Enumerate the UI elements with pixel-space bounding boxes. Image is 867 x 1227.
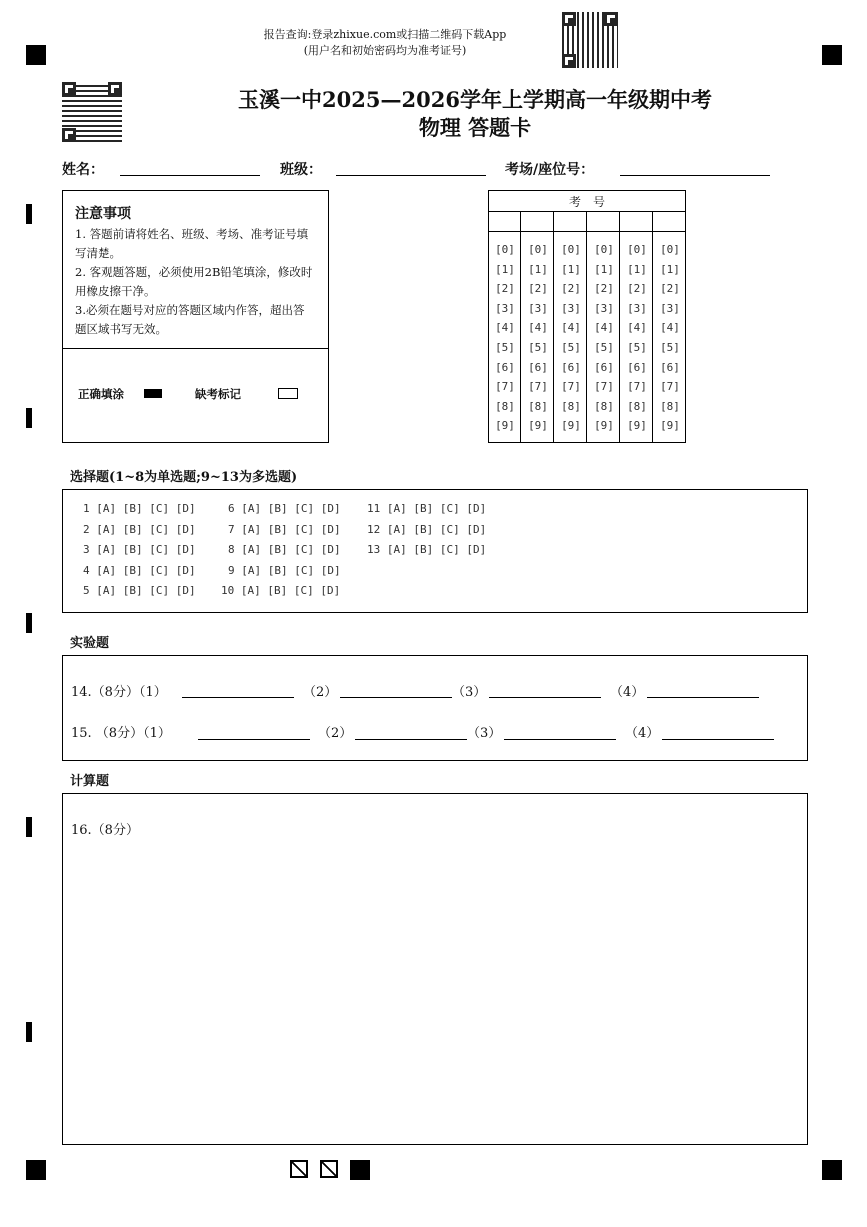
choice-row-2[interactable]: 2 [A] [B] [C] [D]: [83, 522, 196, 536]
exam-digit-bubble[interactable]: [2]: [561, 282, 581, 296]
qr-code-left: [62, 82, 122, 142]
q14-part-4-label: （4）: [610, 685, 645, 700]
corner-mark-top-left: [26, 45, 46, 65]
q14-blank-2[interactable]: [340, 697, 452, 698]
exam-digit-bubble[interactable]: [2]: [495, 282, 515, 296]
exam-digit-bubble[interactable]: [1]: [561, 262, 581, 276]
exam-digit-column-2: [522, 240, 554, 436]
q15-blank-3[interactable]: [504, 739, 616, 740]
exam-digit-bubble[interactable]: [7]: [594, 380, 614, 394]
notice-box: [62, 190, 329, 443]
q14-part-3-label: （3）: [452, 685, 487, 700]
q15-part-2-label: （2）: [318, 726, 353, 741]
choice-row-12[interactable]: 12 [A] [B] [C] [D]: [367, 522, 487, 536]
exam-digit-bubble[interactable]: [7]: [495, 380, 515, 394]
choice-row-10[interactable]: 10 [A] [B] [C] [D]: [221, 584, 341, 597]
choice-row-5[interactable]: 5 [A] [B] [C] [D]: [83, 584, 196, 597]
q14-blank-1[interactable]: [182, 697, 294, 698]
q15-part-4-label: （4）: [625, 726, 660, 741]
exam-digit-bubble[interactable]: [5]: [495, 340, 515, 354]
exam-digit-column-3: [555, 240, 587, 436]
exam-digit-bubble[interactable]: [0]: [495, 243, 515, 256]
name-label: 姓名：: [62, 162, 104, 178]
exam-digit-bubble[interactable]: [3]: [660, 301, 680, 315]
choice-row-6[interactable]: 6 [A] [B] [C] [D]: [228, 502, 341, 515]
exam-digit-column-6: [654, 240, 686, 436]
exam-digit-bubble[interactable]: [9]: [594, 419, 614, 433]
exam-digit-bubble[interactable]: [6]: [561, 360, 581, 374]
exam-digit-column-1: [489, 240, 521, 436]
exam-digit-bubble[interactable]: [9]: [561, 419, 581, 433]
exam-digit-bubble[interactable]: [1]: [627, 262, 647, 276]
q15-blank-4[interactable]: [662, 739, 774, 740]
credential-notice: (用户名和初始密码均为准考证号): [303, 44, 467, 57]
corner-mark-bottom-right: [822, 1160, 842, 1180]
experiment-section-title: 实验题: [70, 636, 110, 651]
timing-bar: [26, 204, 32, 224]
exam-digit-bubble[interactable]: [7]: [627, 380, 647, 394]
choice-row-7[interactable]: 7 [A] [B] [C] [D]: [228, 522, 341, 536]
choice-answer-box: [62, 489, 808, 613]
exam-number-grid: [488, 190, 686, 443]
exam-digit-bubble[interactable]: [6]: [660, 360, 680, 374]
exam-digit-bubble[interactable]: [4]: [594, 321, 614, 335]
exam-digit-bubble[interactable]: [6]: [495, 360, 515, 374]
choice-row-13[interactable]: 13 [A] [B] [C] [D]: [367, 543, 487, 556]
calc-answer-box[interactable]: [62, 793, 808, 1145]
correct-fill-sample: [144, 389, 162, 398]
q14-blank-3[interactable]: [489, 697, 601, 698]
exam-digit-bubble[interactable]: [4]: [528, 321, 548, 335]
exam-digit-bubble[interactable]: [1]: [660, 262, 680, 276]
timing-bar: [26, 613, 32, 633]
choice-row-11[interactable]: 11 [A] [B] [C] [D]: [367, 502, 487, 515]
notice-divider: [63, 348, 328, 349]
notice-item: 1. 答题前请将姓名、班级、考场、准考证号填写清楚。: [75, 227, 309, 260]
exam-digit-bubble[interactable]: [0]: [561, 243, 581, 256]
exam-digit-bubble[interactable]: [0]: [627, 243, 647, 256]
page-marker-hatched: [320, 1160, 338, 1178]
exam-digit-bubble[interactable]: [2]: [627, 282, 647, 296]
choice-row-4[interactable]: 4 [A] [B] [C] [D]: [83, 563, 196, 577]
page-marker-solid: [350, 1160, 370, 1180]
exam-digit-bubble[interactable]: [5]: [561, 340, 581, 354]
exam-digit-column-5: [621, 240, 653, 436]
exam-digit-bubble[interactable]: [5]: [627, 340, 647, 354]
exam-digit-bubble[interactable]: [1]: [495, 262, 515, 276]
exam-digit-bubble[interactable]: [0]: [660, 243, 680, 256]
exam-digit-bubble[interactable]: [8]: [528, 399, 548, 413]
corner-mark-top-right: [822, 45, 842, 65]
exam-digit-bubble[interactable]: [1]: [594, 262, 614, 276]
absent-mark-label: 缺考标记: [195, 387, 241, 401]
exam-digit-bubble[interactable]: [8]: [561, 399, 581, 413]
exam-digit-bubble[interactable]: [4]: [627, 321, 647, 335]
class-field[interactable]: [336, 175, 486, 176]
notice-list: [75, 225, 313, 339]
exam-digit-bubble[interactable]: [7]: [528, 380, 548, 394]
exam-digit-bubble[interactable]: [3]: [561, 301, 581, 315]
timing-bar: [26, 408, 32, 428]
exam-digit-bubble[interactable]: [5]: [594, 340, 614, 354]
page-subtitle: 物理 答题卡: [418, 115, 532, 140]
exam-digit-bubble[interactable]: [2]: [660, 282, 680, 296]
exam-digit-bubble[interactable]: [6]: [594, 360, 614, 374]
choice-section-title: 选择题(1~8为单选题;9~13为多选题): [70, 470, 298, 485]
exam-digit-bubble[interactable]: [9]: [528, 419, 548, 433]
exam-digit-bubble[interactable]: [9]: [495, 419, 515, 433]
exam-digit-bubble[interactable]: [2]: [594, 282, 614, 296]
choice-row-9[interactable]: 9 [A] [B] [C] [D]: [228, 563, 341, 577]
corner-mark-bottom-left: [26, 1160, 46, 1180]
exam-digit-bubble[interactable]: [7]: [660, 380, 680, 394]
exam-digit-bubble[interactable]: [5]: [660, 340, 680, 354]
q15-blank-2[interactable]: [355, 739, 467, 740]
exam-digit-bubble[interactable]: [6]: [627, 360, 647, 374]
exam-digit-bubble[interactable]: [0]: [594, 243, 614, 256]
exam-digit-bubble[interactable]: [3]: [594, 301, 614, 315]
correct-fill-label: 正确填涂: [78, 387, 124, 401]
exam-digit-bubble[interactable]: [8]: [627, 399, 647, 413]
choice-row-3[interactable]: 3 [A] [B] [C] [D]: [83, 543, 196, 556]
class-label: 班级：: [280, 162, 322, 178]
choice-row-8[interactable]: 8 [A] [B] [C] [D]: [228, 543, 341, 556]
exam-number-title: 考 号: [568, 195, 605, 209]
exam-digit-bubble[interactable]: [5]: [528, 340, 548, 354]
exam-digit-bubble[interactable]: [7]: [561, 380, 581, 394]
seat-label: 考场/座位号：: [505, 162, 595, 178]
notice-item: 3.必须在题号对应的答题区域内作答，超出答题区域书写无效。: [75, 303, 305, 336]
exam-digit-bubble[interactable]: [4]: [660, 321, 680, 335]
q16-label: 16.（8分）: [71, 823, 139, 838]
timing-bar: [26, 817, 32, 837]
exam-digit-column-4: [588, 240, 620, 436]
name-field[interactable]: [120, 175, 260, 176]
q15-label: 15. （8分）（1）: [71, 726, 171, 741]
q15-part-3-label: （3）: [467, 726, 502, 741]
exam-digit-bubble[interactable]: [8]: [660, 399, 680, 413]
exam-digit-bubble[interactable]: [3]: [495, 301, 515, 315]
q14-label: 14.（8分）（1）: [71, 685, 167, 700]
notice-title: 注意事项: [75, 206, 131, 222]
q14-part-2-label: （2）: [303, 685, 338, 700]
calc-section-title: 计算题: [70, 774, 110, 789]
exam-digit-bubble[interactable]: [1]: [528, 262, 548, 276]
experiment-answer-box: [62, 655, 808, 761]
exam-digit-bubble[interactable]: [0]: [528, 243, 548, 256]
qr-code-top: [562, 12, 618, 68]
seat-field[interactable]: [620, 175, 770, 176]
exam-digit-bubble[interactable]: [3]: [627, 301, 647, 315]
exam-digit-bubble[interactable]: [9]: [660, 419, 680, 433]
q15-blank-1[interactable]: [198, 739, 310, 740]
exam-digit-bubble[interactable]: [2]: [528, 282, 548, 296]
report-query-notice: 报告查询:登录zhixue.com或扫描二维码下载App: [263, 28, 507, 41]
page-marker-hatched: [290, 1160, 308, 1178]
exam-digit-bubble[interactable]: [4]: [561, 321, 581, 335]
exam-digit-bubble[interactable]: [4]: [495, 321, 515, 335]
exam-digit-bubble[interactable]: [8]: [594, 399, 614, 413]
exam-digit-bubble[interactable]: [6]: [528, 360, 548, 374]
page-title: 玉溪一中2025—2026学年上学期高一年级期中考: [238, 87, 712, 112]
timing-bar: [26, 1022, 32, 1042]
q14-blank-4[interactable]: [647, 697, 759, 698]
notice-item: 2. 客观题答题，必须使用2B铅笔填涂，修改时用橡皮擦干净。: [75, 265, 313, 298]
exam-digit-bubble[interactable]: [8]: [495, 399, 515, 413]
absent-mark-checkbox[interactable]: [278, 388, 298, 399]
exam-digit-bubble[interactable]: [9]: [627, 419, 647, 433]
choice-row-1[interactable]: 1 [A] [B] [C] [D]: [83, 502, 196, 515]
exam-digit-bubble[interactable]: [3]: [528, 301, 548, 315]
